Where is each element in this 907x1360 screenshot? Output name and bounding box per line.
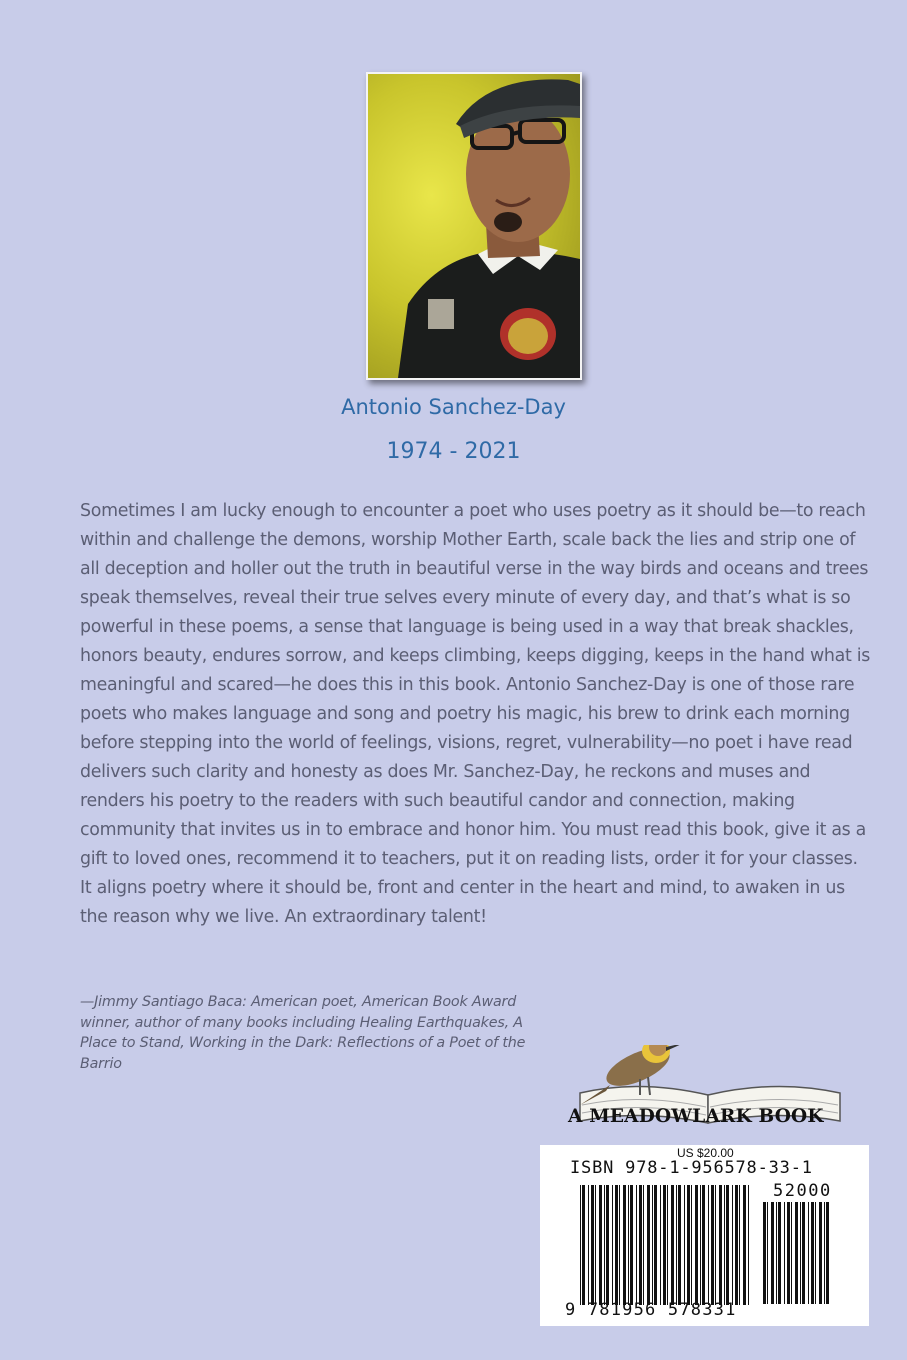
barcode-bar bbox=[676, 1185, 677, 1305]
barcode-bar bbox=[748, 1185, 749, 1305]
barcode-bar bbox=[615, 1185, 618, 1305]
barcode-bars-addon bbox=[763, 1202, 829, 1304]
barcode-bar bbox=[691, 1185, 692, 1305]
barcode-bar bbox=[791, 1202, 792, 1304]
barcode-bar bbox=[687, 1185, 690, 1305]
barcode-bar bbox=[678, 1185, 681, 1305]
barcode-bar bbox=[784, 1202, 785, 1304]
barcode-bar bbox=[695, 1185, 698, 1305]
barcode-bar bbox=[612, 1185, 613, 1305]
barcode-bar bbox=[663, 1185, 666, 1305]
barcode-bar bbox=[636, 1185, 637, 1305]
barcode-bar bbox=[719, 1185, 722, 1305]
barcode-bar bbox=[763, 1202, 766, 1304]
blurb-text: Sometimes I am lucky enough to encounter a poet who uses poetry as it should be—to reach within and challenge the demons, worship Mother Earth, scale back the lies and strip one of all deception and holler out the truth in beautiful verse in the way birds and oceans and trees speak themselves, reveal their true selves every minute of every day, and that’s what is so powerful in these poems, a sense that language is being used in a way that break shackles, honors beauty, endures sorrow, and keeps climbing, keeps digging, keeps in the hand what is meaningful and scared—he does this in this book. Antonio Sanchez-Day is one of those rare poets who makes language and song and poetry his magic, his brew to drink each morning before stepping into the world of feelings, visions, regret, vulnerability—no poet i have read delivers such clarity and honesty as does Mr. Sanchez-Day, he reckons and muses and renders his poetry to the readers with such beautiful candor and connection, making community that invites us in to embrace and honor him. You must read this book, give it as a gift to loved ones, recommend it to teachers, put it on reading lists, order it for your classes. It aligns poetry where it should be, front and center in the heart and mind, to awaken in us the reason why we live. An extraordinary talent! bbox=[80, 501, 870, 927]
barcode-bar bbox=[639, 1185, 642, 1305]
barcode-bar bbox=[630, 1185, 633, 1305]
barcode-bar bbox=[811, 1202, 814, 1304]
barcode-bar bbox=[724, 1185, 725, 1305]
barcode-bar bbox=[771, 1202, 774, 1304]
barcode-bar bbox=[700, 1185, 701, 1305]
barcode-bar bbox=[735, 1185, 738, 1305]
barcode-bar bbox=[684, 1185, 685, 1305]
author-name: Antonio Sanchez-Day bbox=[341, 395, 566, 419]
author-photo bbox=[366, 72, 582, 380]
barcode-bar bbox=[708, 1185, 709, 1305]
publisher-name: A MEADOWLARK BOOK bbox=[568, 1106, 824, 1127]
barcode-bar bbox=[604, 1185, 605, 1305]
barcode-bar bbox=[619, 1185, 620, 1305]
barcode-bar bbox=[715, 1185, 716, 1305]
barcode-bar bbox=[702, 1185, 705, 1305]
barcode-bar bbox=[824, 1202, 825, 1304]
barcode-bar bbox=[580, 1185, 581, 1305]
barcode-bar bbox=[802, 1202, 805, 1304]
barcode-bar bbox=[711, 1185, 714, 1305]
barcode-bar bbox=[743, 1185, 746, 1305]
barcode-bar bbox=[671, 1185, 674, 1305]
barcode-bar bbox=[815, 1202, 816, 1304]
barcode-bar bbox=[582, 1185, 585, 1305]
barcode-bar bbox=[726, 1185, 729, 1305]
barcode-bar bbox=[776, 1202, 777, 1304]
barcode-bar bbox=[787, 1202, 790, 1304]
barcode-bar bbox=[654, 1185, 657, 1305]
author-portrait-illustration bbox=[368, 74, 580, 378]
barcode-bar bbox=[595, 1185, 596, 1305]
barcode-bar bbox=[795, 1202, 798, 1304]
barcode-bar bbox=[660, 1185, 661, 1305]
author-years: 1974 - 2021 bbox=[386, 439, 521, 464]
barcode-bar bbox=[647, 1185, 650, 1305]
price-label: US $20.00 bbox=[677, 1146, 734, 1160]
barcode-digits: 9 781956 578331 bbox=[565, 1300, 737, 1320]
barcode-bar bbox=[767, 1202, 768, 1304]
barcode-bar bbox=[826, 1202, 829, 1304]
barcode-bar bbox=[652, 1185, 653, 1305]
barcode-bar bbox=[623, 1185, 626, 1305]
barcode-bar bbox=[588, 1185, 589, 1305]
barcode-price-code: 52000 bbox=[773, 1181, 832, 1201]
barcode-bar bbox=[808, 1202, 809, 1304]
barcode-bar bbox=[643, 1185, 644, 1305]
blurb-attribution: —Jimmy Santiago Baca: American poet, American Book Award winner, author of many books including Healing Earthquakes, A Place to Stand, Working in the Dark: Reflections of a Poet of the Barrio bbox=[80, 994, 526, 1072]
barcode-bar bbox=[628, 1185, 629, 1305]
isbn-number: ISBN 978-1-956578-33-1 bbox=[570, 1158, 813, 1178]
barcode-bar bbox=[800, 1202, 801, 1304]
barcode-bar bbox=[667, 1185, 668, 1305]
barcode-bar bbox=[739, 1185, 740, 1305]
barcode-bar bbox=[732, 1185, 733, 1305]
barcode-bars-main bbox=[580, 1185, 752, 1305]
barcode-bar bbox=[599, 1185, 602, 1305]
isbn-barcode bbox=[540, 1145, 869, 1326]
barcode-bar bbox=[591, 1185, 594, 1305]
barcode-bar bbox=[778, 1202, 781, 1304]
barcode-bar bbox=[606, 1185, 609, 1305]
barcode-bar bbox=[819, 1202, 822, 1304]
